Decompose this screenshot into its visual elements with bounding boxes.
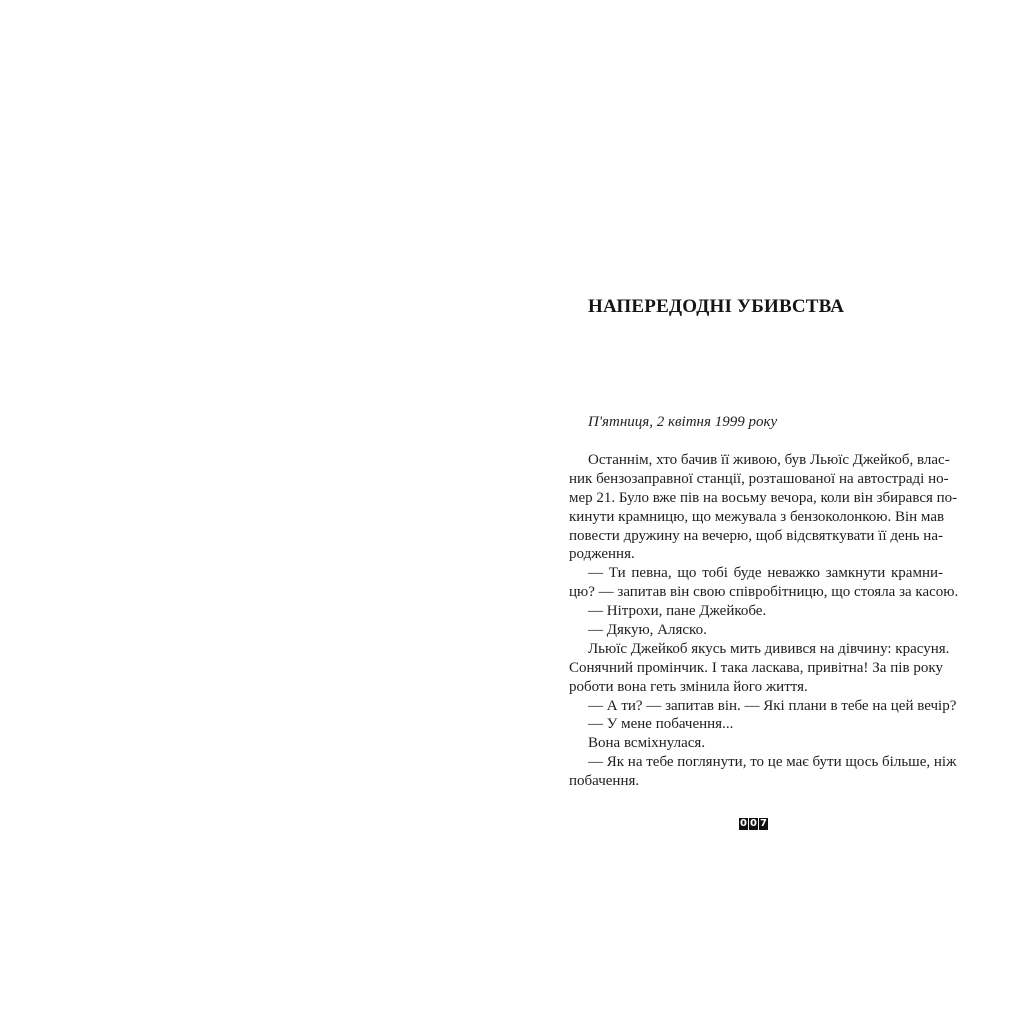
text-line: Останнім, хто бачив її живою, був Льюїс Джейкоб, влас- xyxy=(588,452,950,468)
chapter-title: НАПЕРЕДОДНІ УБИВСТВА xyxy=(588,296,845,317)
text-line: — Дякую, Аляско. xyxy=(588,622,707,639)
text-line: повести дружину на вечерю, щоб відсвяткувати її день на- xyxy=(569,527,943,544)
text-line: Льюїс Джейкоб якусь мить дивився на дівчину: красуня. xyxy=(588,640,950,657)
body-text xyxy=(569,451,959,791)
page-number-digit: 0 xyxy=(740,818,747,829)
text-line: кинути крамницю, що межувала з бензоколонкою. Він мав xyxy=(569,508,945,525)
page-number xyxy=(739,818,768,830)
text-line: цю? — запитав він свою співробітницю, що стояла за касою. xyxy=(569,584,959,601)
text-line: роботи вона геть змінила його життя. xyxy=(569,678,808,695)
text-line: мер 21. Було вже пів на восьму вечора, коли він збирався по- xyxy=(569,489,958,506)
text-line: — А ти? — запитав він. — Які плани в тебе на цей вечір? xyxy=(588,697,957,714)
page-number-digit: 0 xyxy=(750,818,757,829)
text-line: — У мене побачення... xyxy=(588,716,734,733)
chapter-dateline: П'ятниця, 2 квітня 1999 року xyxy=(588,414,778,430)
text-line: — Як на тебе поглянути, то це має бути щось більше, ніж xyxy=(588,754,957,771)
text-line: Вона всміхнулася. xyxy=(588,735,706,752)
text-line: Сонячний промінчик. І така ласкава, привітна! За пів року xyxy=(569,659,943,676)
text-line: — Ти певна, що тобі буде неважко замкнути крамни- xyxy=(588,565,943,582)
text-line: ник бензозаправної станції, розташованої на автостраді но- xyxy=(569,470,949,487)
text-line: — Нітрохи, пане Джейкобе. xyxy=(588,603,767,620)
page-number-digit: 7 xyxy=(760,818,767,829)
text-line: побачення. xyxy=(569,773,640,790)
text-line: родження. xyxy=(569,546,635,563)
